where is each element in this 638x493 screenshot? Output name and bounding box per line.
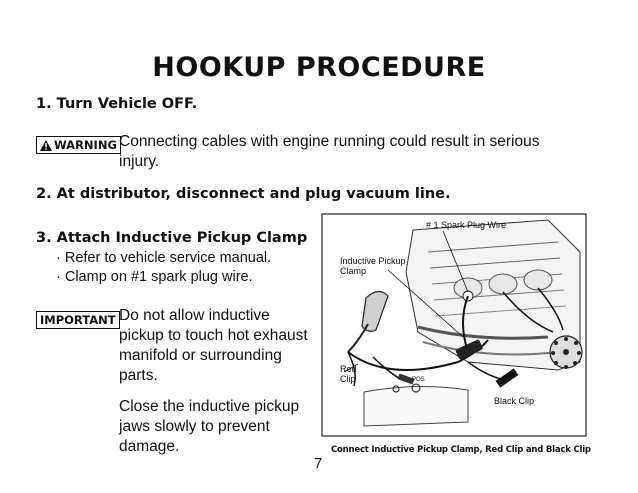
important-note-line: jaws slowly to prevent — [119, 418, 270, 435]
warning-tag — [36, 136, 121, 154]
important-note — [119, 397, 329, 457]
figure-caption: Connect Inductive Pickup Clamp, Red Clip and Black Clip — [331, 445, 591, 455]
step-3-label: 3. Attach Inductive Pickup Clamp — [36, 230, 308, 246]
warning-text-line: Connecting cables with engine running could result in serious — [119, 133, 540, 150]
inductive-pickup-label — [340, 256, 406, 276]
important-text — [119, 306, 329, 386]
black-clip-label: Black Clip — [494, 396, 535, 406]
spark-plug-wire-label: # 1 Spark Plug Wire — [426, 220, 507, 230]
engine-illustration — [318, 212, 590, 440]
step-2-label: 2. At distributor, disconnect and plug vacuum line. — [36, 186, 451, 202]
important-tag-label: IMPORTANT — [40, 313, 116, 327]
warning-triangle-icon — [40, 140, 52, 151]
warning-text-line: injury. — [119, 153, 160, 170]
inductive-pickup-label-line: Inductive Pickup — [340, 256, 406, 266]
red-clip-label-line: Clip — [340, 374, 356, 384]
red-clip-label-line: Red — [340, 364, 357, 374]
warning-tag-label: WARNING — [54, 138, 117, 152]
step-3-bullet: · Clamp on #1 spark plug wire. — [56, 269, 253, 285]
pos-terminal-label: POS. — [412, 377, 427, 383]
important-text-line: pickup to touch hot exhaust — [119, 327, 308, 344]
page-number: 7 — [314, 455, 323, 472]
important-note-line: Close the inductive pickup — [119, 398, 300, 415]
red-clip-label — [340, 364, 357, 384]
hookup-figure — [318, 212, 590, 440]
step-3-bullet: · Refer to vehicle service manual. — [56, 250, 272, 266]
step-1-label: 1. Turn Vehicle OFF. — [36, 96, 198, 112]
important-text-line: manifold or surrounding — [119, 347, 282, 364]
page-title: HOOKUP PROCEDURE — [152, 52, 486, 83]
inductive-pickup-label-line: Clamp — [340, 266, 367, 276]
important-text-line: parts. — [119, 367, 158, 384]
important-note-line: damage. — [119, 438, 180, 455]
warning-text — [119, 132, 579, 172]
important-text-line: Do not allow inductive — [119, 307, 270, 324]
important-tag — [36, 311, 120, 329]
